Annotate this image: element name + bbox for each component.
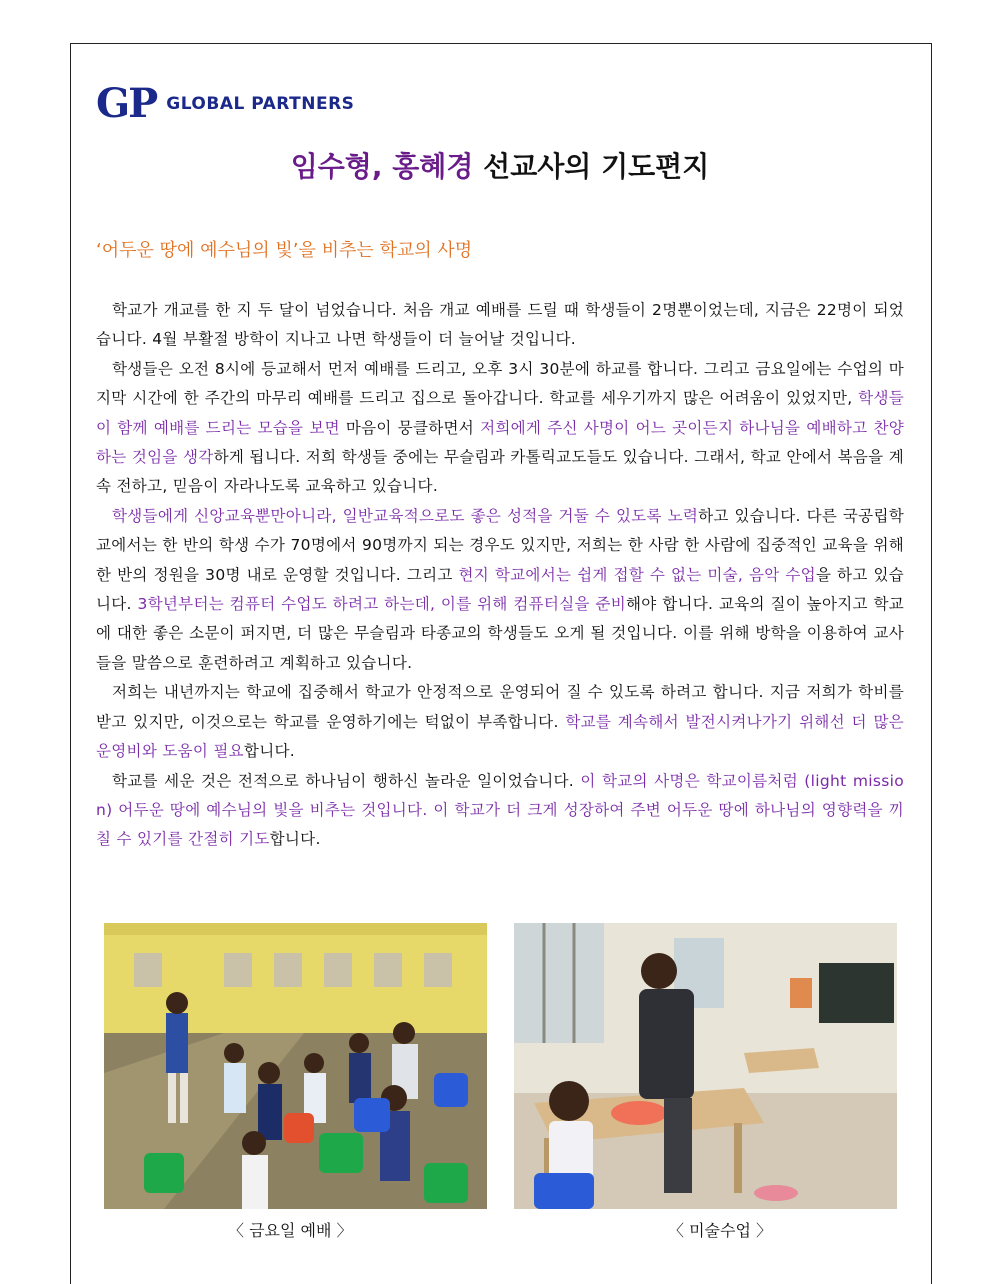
- title-names: 임수형, 홍혜경: [290, 150, 474, 183]
- photo-art-class: [514, 923, 897, 1209]
- body-paragraph: [96, 502, 904, 678]
- highlighted-text: 학생들이 함께 예배를 드리는 모습을 보면: [96, 389, 904, 437]
- caption-art-class: 〈 미술수업 〉: [668, 1221, 772, 1240]
- highlighted-text: 이 학교의 사명은 학교이름처럼 (light mission) 어두운 땅에 예수님의 빛을 비추는 것입니다. 이 학교가 더 크게 성장하여 주변 어두운 땅에 하나님의 영향력을 끼칠 수 있기를 간절히 기도: [96, 771, 905, 849]
- body-paragraph: [96, 767, 904, 855]
- paragraph-text: 저희는 내년까지는 학교에 집중해서 학교가 안정적으로 운영되어 질 수 있도록 하려고 합니다. 지금 저희가 학비를 받고 있지만, 이것으로는 학교를 운영하기에는 턱없이 부족합니다.: [96, 683, 904, 731]
- paragraph-text: 하게 됩니다. 저희 학생들 중에는 무슬림과 카톨릭교도들도 있습니다. 그래서, 학교 안에서 복음을 계속 전하고, 믿음이 자라나도록 교육하고 있습니다.: [96, 448, 905, 496]
- caption-friday-worship: 〈 금요일 예배 〉: [228, 1221, 353, 1240]
- highlighted-text: 현지 학교에서는 쉽게 접할 수 없는 미술, 음악 수업: [458, 565, 816, 584]
- body-paragraph: [96, 355, 904, 502]
- global-partners-logo: [96, 80, 355, 127]
- letter-body: [96, 296, 904, 855]
- paragraph-text: 마음이 뭉클하면서: [339, 418, 481, 437]
- highlighted-text: 학생들에게 신앙교육뿐만아니라, 일반교육적으로도 좋은 성적을 거둘 수 있도록 노력: [112, 506, 699, 525]
- body-paragraph: [96, 296, 904, 355]
- paragraph-text: 합니다.: [243, 742, 295, 761]
- paragraph-text: 을 하고 있습니다.: [96, 565, 904, 614]
- logo-name: GLOBAL PARTNERS: [166, 94, 355, 114]
- photo-friday-worship: [104, 923, 487, 1209]
- paragraph-text: 학교를 세운 것은 전적으로 하나님이 행하신 놀라운 일이었습니다.: [112, 771, 581, 790]
- logo-mark: GP: [96, 80, 157, 127]
- highlighted-text: 저희에게 주신 사명이 어느 곳이든지 하나님을 예배하고 찬양하는 것임을 생각: [96, 418, 904, 467]
- section-subtitle: ‘어두운 땅에 예수님의 빛’을 비추는 학교의 사명: [96, 240, 473, 261]
- paragraph-text: 학생들은 오전 8시에 등교해서 먼저 예배를 드리고, 오후 3시 30분에 하교를 합니다. 그리고 금요일에는 수업의 마지막 시간에 한 주간의 마무리 예배를 드리고 집으로 돌아갑니다. 학교를 세우기까지 많은 어려움이 있었지만,: [96, 359, 904, 408]
- paragraph-text: 합니다.: [269, 830, 321, 849]
- body-paragraph: [96, 678, 904, 766]
- paragraph-text: 학교가 개교를 한 지 두 달이 넘었습니다. 처음 개교 예배를 드릴 때 학생들이 2명뿐이었는데, 지금은 22명이 되었습니다. 4월 부활절 방학이 지나고 나면 학생들이 더 늘어날 것입니다.: [96, 301, 904, 349]
- paragraph-text: 하고 있습니다. 다른 국공립학교에서는 한 반의 학생 수가 70명에서 90명까지 되는 경우도 있지만, 저희는 한 사람 한 사람에 집중적인 교육을 위해 한 반의 정원을 30명 내로 운영할 것입니다. 그리고: [96, 506, 905, 584]
- page-title: [0, 145, 1000, 185]
- title-rest: 선교사의 기도편지: [483, 150, 710, 183]
- paragraph-text: 해야 합니다. 교육의 질이 높아지고 학교에 대한 좋은 소문이 퍼지면, 더 많은 무슬림과 타종교의 학생들도 오게 될 것입니다. 이를 위해 방학을 이용하여 교사들을 말씀으로 훈련하려고 계획하고 있습니다.: [96, 595, 904, 672]
- highlighted-text: 학교를 계속해서 발전시켜나가기 위해선 더 많은 운영비와 도움이 필요: [96, 712, 904, 761]
- highlighted-text: 3학년부터는 컴퓨터 수업도 하려고 하는데, 이를 위해 컴퓨터실을 준비: [137, 595, 626, 614]
